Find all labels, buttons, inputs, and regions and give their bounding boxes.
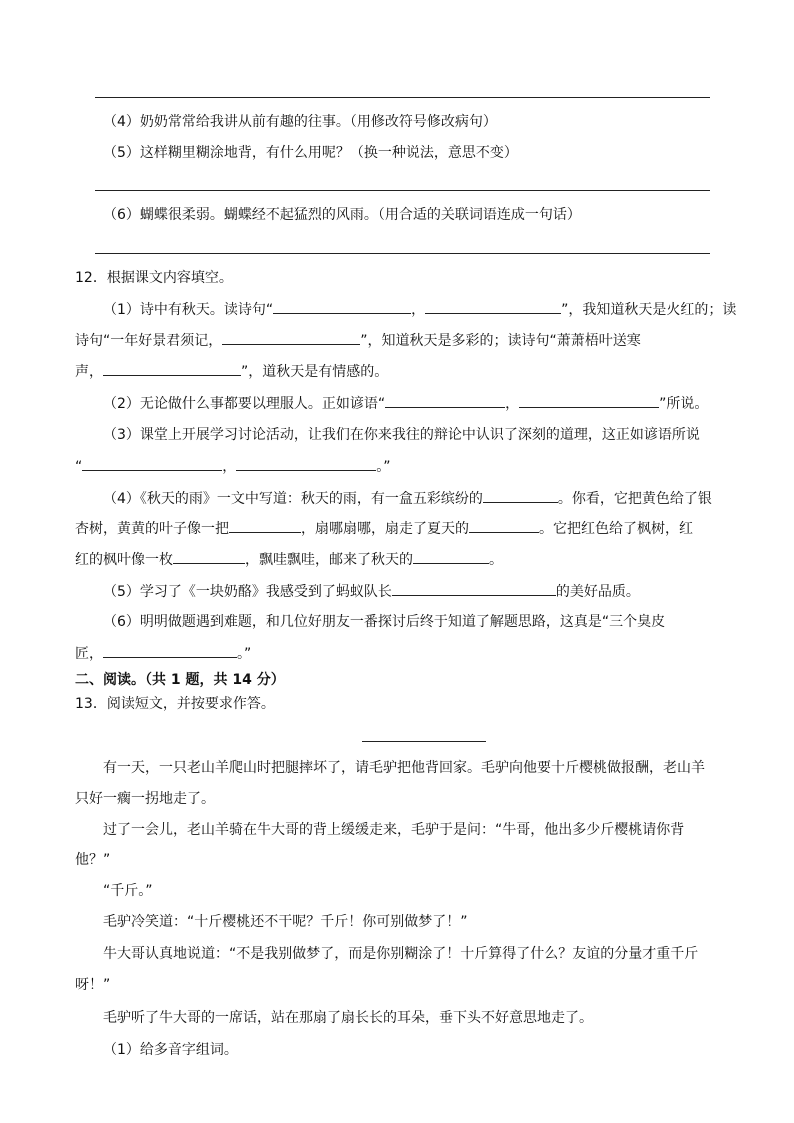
question-13-title: 13．阅读短文，并按要求作答。 xyxy=(75,696,275,712)
blank[interactable] xyxy=(173,549,245,564)
blank[interactable] xyxy=(385,393,505,408)
blank[interactable] xyxy=(229,518,301,533)
passage-paragraph-2-cont: 他？” xyxy=(75,852,111,868)
text: ”，知道秋天是多彩的；读诗句“萧萧梧叶送寒 xyxy=(360,333,641,349)
blank[interactable] xyxy=(519,393,659,408)
answer-line[interactable] xyxy=(95,190,710,191)
text: （1）诗中有秋天。读诗句“ xyxy=(103,302,274,318)
text: “ xyxy=(75,459,83,475)
text: 。” xyxy=(237,646,252,662)
blank[interactable] xyxy=(103,361,241,376)
answer-line[interactable] xyxy=(95,97,710,98)
text: ”所说。 xyxy=(659,396,709,412)
blank[interactable] xyxy=(82,456,222,471)
question-11-5: （5）这样糊里糊涂地背，有什么用呢？（换一种说法，意思不变） xyxy=(103,145,518,161)
text: ”，我知道秋天是火红的；读 xyxy=(561,302,737,318)
passage-paragraph-2: 过了一会儿，老山羊骑在牛大哥的背上缓缓走来，毛驴于是问：“牛哥，他出多少斤樱桃请你背 xyxy=(103,822,685,838)
blank[interactable] xyxy=(273,299,411,314)
text: 。你看，它把黄色给了银 xyxy=(557,491,712,507)
question-12-4-line1 xyxy=(103,488,712,509)
question-12-3-line2 xyxy=(75,456,391,477)
text: ，飘哇飘哇，邮来了秋天的 xyxy=(245,552,413,568)
question-11-4: （4）奶奶常常给我讲从前有趣的往事。（用修改符号修改病句） xyxy=(103,114,497,130)
question-12-title: 12．根据课文内容填空。 xyxy=(75,270,233,286)
answer-line[interactable] xyxy=(95,253,710,254)
text: 红的枫叶像一枚 xyxy=(75,552,173,568)
text: ， xyxy=(505,396,520,412)
question-12-3-line1: （3）课堂上开展学习讨论活动，让我们在你来我往的辩论中认识了深刻的道理，这正如谚语所说 xyxy=(103,427,700,443)
text: ， xyxy=(222,459,237,475)
question-12-2 xyxy=(103,393,708,414)
blank[interactable] xyxy=(483,488,558,503)
question-12-6-line1: （6）明明做题遇到难题，和几位好朋友一番探讨后终于知道了解题思路，这真是“三个臭皮 xyxy=(103,614,666,630)
passage-paragraph-1-cont: 只好一瘸一拐地走了。 xyxy=(75,791,215,807)
blank[interactable] xyxy=(425,299,561,314)
passage-paragraph-4: 毛驴冷笑道：“十斤樱桃还不干呢？千斤！你可别做梦了！” xyxy=(103,914,468,930)
text: 杏树，黄黄的叶子像一把 xyxy=(75,521,229,537)
text: 匠， xyxy=(75,646,103,662)
blank[interactable] xyxy=(236,456,376,471)
title-blank-line[interactable] xyxy=(362,741,486,742)
question-12-4-line2 xyxy=(75,518,693,539)
text: ”，道秋天是有情感的。 xyxy=(241,364,389,380)
blank[interactable] xyxy=(103,643,237,658)
question-12-1-line1 xyxy=(103,299,736,320)
question-12-1-line3 xyxy=(75,361,388,382)
passage-paragraph-6: 毛驴听了牛大哥的一席话，站在那扇了扇长长的耳朵，垂下头不好意思地走了。 xyxy=(103,1010,593,1026)
text: （4）《秋天的雨》一文中写道：秋天的雨，有一盒五彩缤纷的 xyxy=(103,491,483,507)
question-12-1-line2 xyxy=(75,330,641,351)
section-heading: 二、阅读。（共 1 题，共 14 分） xyxy=(75,672,285,688)
passage-paragraph-5: 牛大哥认真地说道：“不是我别做梦了，而是你别糊涂了！十斤算得了什么？友谊的分量才重千斤 xyxy=(103,946,699,962)
blank[interactable] xyxy=(222,330,360,345)
text: 。 xyxy=(489,552,503,568)
text: ，扇哪扇哪，扇走了夏天的 xyxy=(301,521,469,537)
blank[interactable] xyxy=(469,518,539,533)
text: 。” xyxy=(376,459,391,475)
text: （5）学习了《一块奶酪》我感受到了蚂蚁队长 xyxy=(103,584,392,600)
question-12-5 xyxy=(103,581,640,602)
blank[interactable] xyxy=(413,549,489,564)
question-12-6-line2 xyxy=(75,643,251,664)
question-13-1: （1）给多音字组词。 xyxy=(103,1042,238,1058)
text: 诗句“一年好景君须记， xyxy=(75,333,223,349)
passage-paragraph-5-cont: 呀！” xyxy=(75,977,111,993)
blank[interactable] xyxy=(392,581,556,596)
text: ， xyxy=(411,302,426,318)
passage-paragraph-1: 有一天，一只老山羊爬山时把腿摔坏了，请毛驴把他背回家。毛驴向他要十斤樱桃做报酬，老山羊 xyxy=(103,760,705,776)
question-11-6: （6）蝴蝶很柔弱。蝴蝶经不起猛烈的风雨。（用合适的关联词语连成一句话） xyxy=(103,207,581,223)
text: （2）无论做什么事都要以理服人。正如谚语“ xyxy=(103,396,386,412)
text: 声， xyxy=(75,364,103,380)
text: 的美好品质。 xyxy=(555,584,640,600)
passage-paragraph-3: “千斤。” xyxy=(103,883,153,899)
text: 。它把红色给了枫树，红 xyxy=(539,521,693,537)
question-12-4-line3 xyxy=(75,549,503,570)
